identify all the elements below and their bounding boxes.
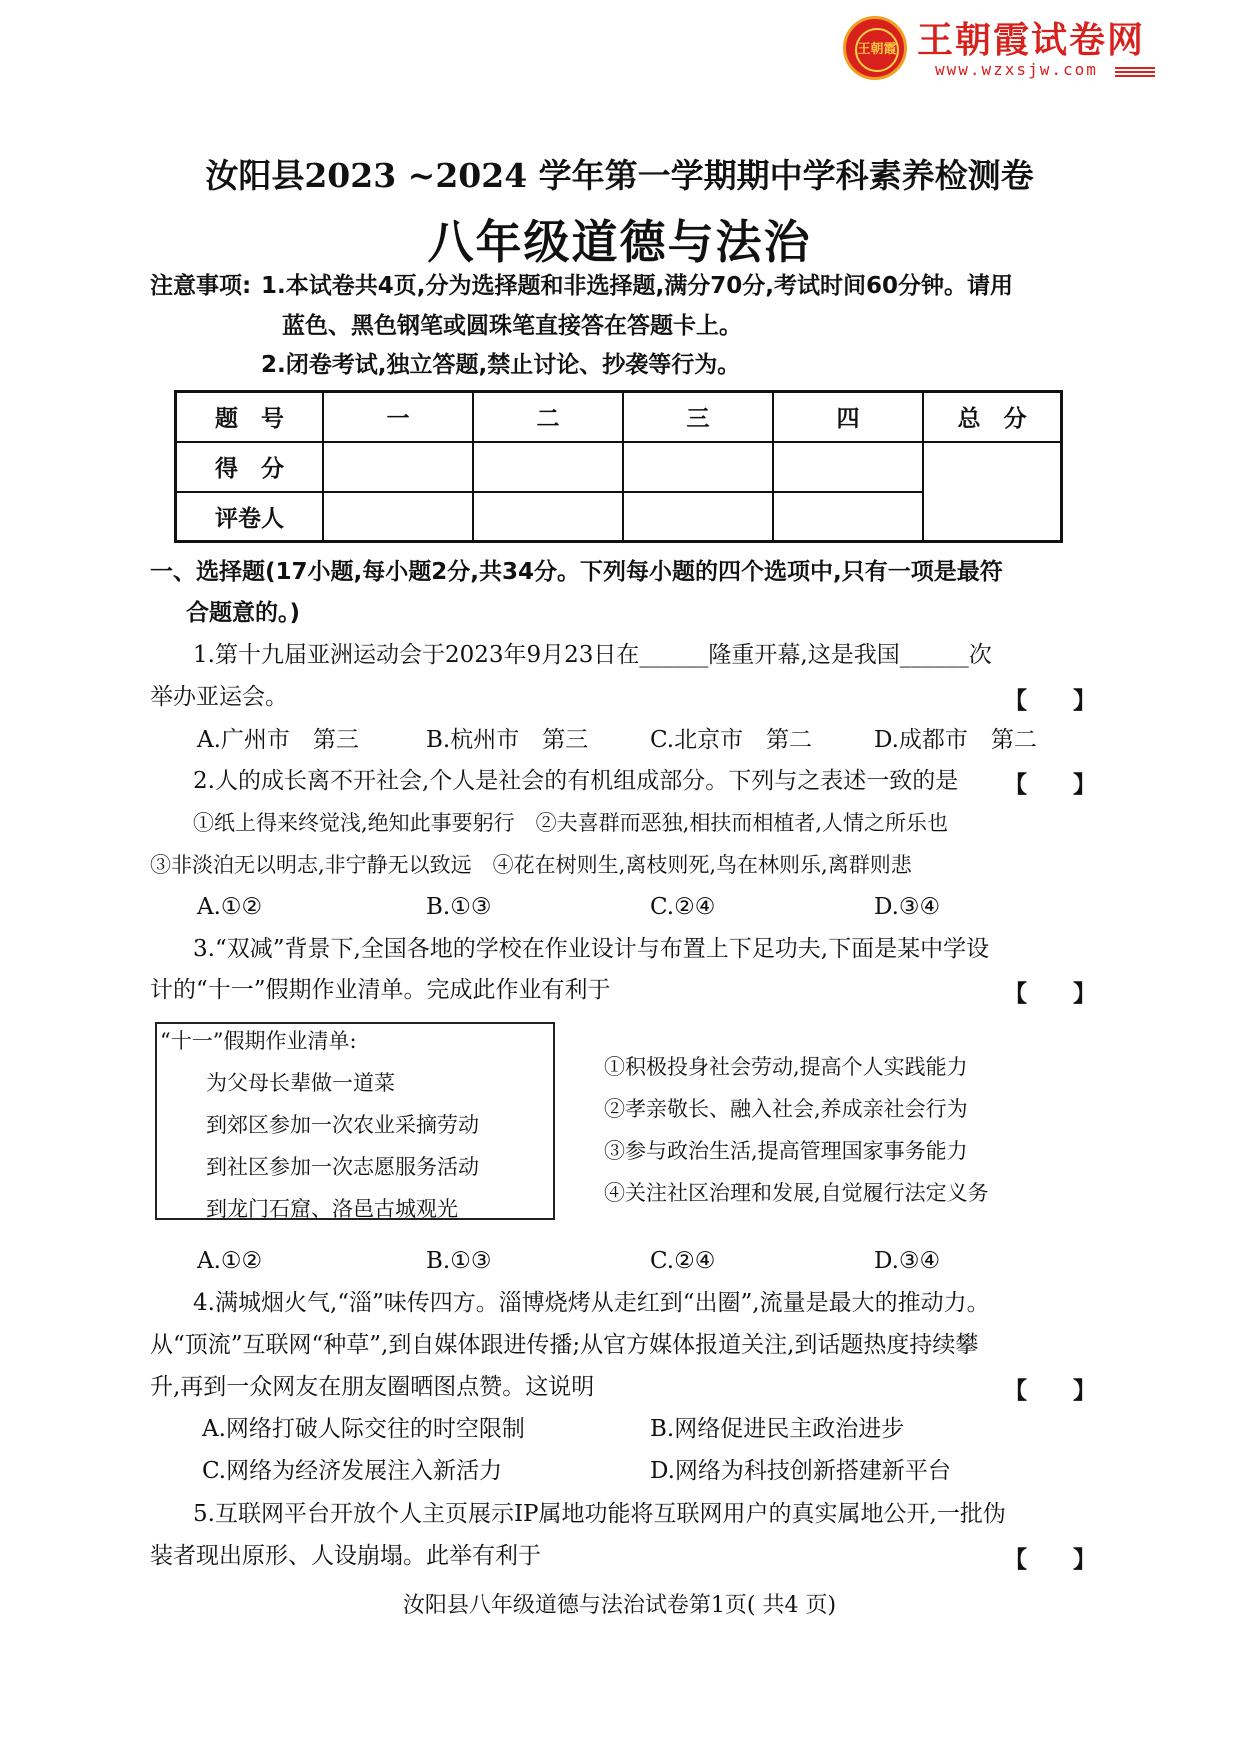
q2-answer-bracket[interactable]: 【 】	[1004, 772, 1096, 798]
score-cell[interactable]	[473, 442, 623, 492]
notice-line-2: 蓝色、黑色钢笔或圆珠笔直接答在答题卡上。	[282, 313, 742, 339]
q4-option-a[interactable]: A.网络打破人际交往的时空限制	[202, 1416, 525, 1442]
page-footer: 汝阳县八年级道德与法治试卷第1页( 共4 页)	[402, 1593, 837, 1618]
table-header-cell: 三	[623, 392, 773, 442]
brand-name: 王朝霞试卷网	[917, 20, 1146, 61]
q1-option-a[interactable]: A.广州市 第三	[197, 727, 359, 753]
subject-title: 八年级道德与法治	[427, 215, 812, 269]
grader-cell[interactable]	[623, 492, 773, 542]
grader-cell[interactable]	[323, 492, 473, 542]
list-item: 到龙门石窟、洛邑古城观光	[206, 1197, 458, 1221]
seal-text: 王朝霞	[855, 28, 899, 72]
table-row-label: 评卷人	[176, 492, 324, 542]
table-header-cell: 总 分	[923, 392, 1062, 442]
q5-stem: 5.互联网平台开放个人主页展示IP属地功能将互联网用户的真实属地公开,一批伪	[193, 1501, 1006, 1527]
q4-option-c[interactable]: C.网络为经济发展注入新活力	[202, 1458, 503, 1484]
notice-label: 注意事项:	[150, 273, 252, 299]
table-header-cell: 四	[773, 392, 923, 442]
total-score-cell[interactable]	[923, 442, 1062, 542]
q3-option-b[interactable]: B.①③	[426, 1248, 492, 1274]
score-cell[interactable]	[623, 442, 773, 492]
q3-answer-bracket[interactable]: 【 】	[1004, 981, 1096, 1007]
q5-stem-cont: 装者现出原形、人设崩塌。此举有利于	[150, 1543, 541, 1569]
q2-option-a[interactable]: A.①②	[197, 894, 263, 920]
section1-heading-cont: 合题意的。)	[186, 600, 301, 626]
homework-list-title: “十一”假期作业清单:	[160, 1029, 357, 1053]
q3-statement-4: ④关注社区治理和发展,自觉履行法定义务	[604, 1181, 989, 1205]
q2-option-d[interactable]: D.③④	[874, 894, 941, 920]
q5-answer-bracket[interactable]: 【 】	[1004, 1547, 1096, 1573]
list-item: 为父母长辈做一道菜	[206, 1071, 395, 1095]
q3-statement-3: ③参与政治生活,提高管理国家事务能力	[604, 1139, 968, 1163]
seal-icon	[843, 16, 907, 80]
table-row-label: 得 分	[176, 442, 324, 492]
q1-answer-bracket[interactable]: 【 】	[1004, 688, 1096, 714]
q1-option-d[interactable]: D.成都市 第二	[874, 727, 1037, 753]
q2-stem: 2.人的成长离不开社会,个人是社会的有机组成部分。下列与之表述一致的是	[193, 768, 959, 794]
q3-stem: 3.“双减”背景下,全国各地的学校在作业设计与布置上下足功夫,下面是某中学设	[193, 936, 990, 962]
exam-title: 汝阳县2023 ~2024 学年第一学期期中学科素养检测卷	[205, 156, 1034, 195]
section1-heading: 一、选择题(17小题,每小题2分,共34分。下列每小题的四个选项中,只有一项是最符	[150, 559, 1003, 585]
notice-line-1: 1.本试卷共4页,分为选择题和非选择题,满分70分,考试时间60分钟。请用	[261, 273, 1013, 299]
q3-option-d[interactable]: D.③④	[874, 1248, 941, 1274]
table-header-cell: 二	[473, 392, 623, 442]
q3-option-c[interactable]: C.②④	[650, 1248, 716, 1274]
q2-option-b[interactable]: B.①③	[426, 894, 492, 920]
q2-item-line-2: ③非淡泊无以明志,非宁静无以致远 ④花在树则生,离枝则死,鸟在林则乐,离群则悲	[150, 853, 912, 877]
q3-option-a[interactable]: A.①②	[197, 1248, 263, 1274]
q2-option-c[interactable]: C.②④	[650, 894, 716, 920]
q4-stem-cont-1: 从“顶流”互联网“种草”,到自媒体跟进传播;从官方媒体报道关注,到话题热度持续攀	[150, 1332, 979, 1358]
notice-line-3: 2.闭卷考试,独立答题,禁止讨论、抄袭等行为。	[261, 352, 741, 378]
grader-cell[interactable]	[473, 492, 623, 542]
decorative-lines-icon	[1115, 67, 1155, 77]
list-item: 到社区参加一次志愿服务活动	[206, 1155, 479, 1179]
q1-stem: 1.第十九届亚洲运动会于2023年9月23日在______隆重开幕,这是我国______次	[193, 642, 992, 668]
q2-item-line-1: ①纸上得来终觉浅,绝知此事要躬行 ②夫喜群而恶独,相扶而相植者,人情之所乐也	[193, 811, 949, 835]
score-cell[interactable]	[773, 442, 923, 492]
site-logo	[843, 12, 1173, 90]
q4-option-d[interactable]: D.网络为科技创新搭建新平台	[650, 1458, 951, 1484]
grader-cell[interactable]	[773, 492, 923, 542]
table-header-cell: 题 号	[176, 392, 324, 442]
q3-stem-cont: 计的“十一”假期作业清单。完成此作业有利于	[150, 977, 611, 1003]
score-table	[174, 390, 1063, 543]
brand-url: www.wzxsjw.com	[935, 60, 1098, 79]
q4-stem-cont-2: 升,再到一众网友在朋友圈晒图点赞。这说明	[150, 1374, 595, 1400]
score-cell[interactable]	[323, 442, 473, 492]
q4-stem: 4.满城烟火气,“淄”味传四方。淄博烧烤从走红到“出圈”,流量是最大的推动力。	[193, 1290, 990, 1316]
table-header-cell: 一	[323, 392, 473, 442]
q4-answer-bracket[interactable]: 【 】	[1004, 1378, 1096, 1404]
q3-statement-2: ②孝亲敬长、融入社会,养成亲社会行为	[604, 1097, 968, 1121]
q1-option-c[interactable]: C.北京市 第二	[650, 727, 813, 753]
q4-option-b[interactable]: B.网络促进民主政治进步	[650, 1416, 905, 1442]
q3-statement-1: ①积极投身社会劳动,提高个人实践能力	[604, 1055, 968, 1079]
list-item: 到郊区参加一次农业采摘劳动	[206, 1113, 479, 1137]
q1-stem-cont: 举办亚运会。	[150, 684, 288, 710]
q1-option-b[interactable]: B.杭州市 第三	[426, 727, 589, 753]
